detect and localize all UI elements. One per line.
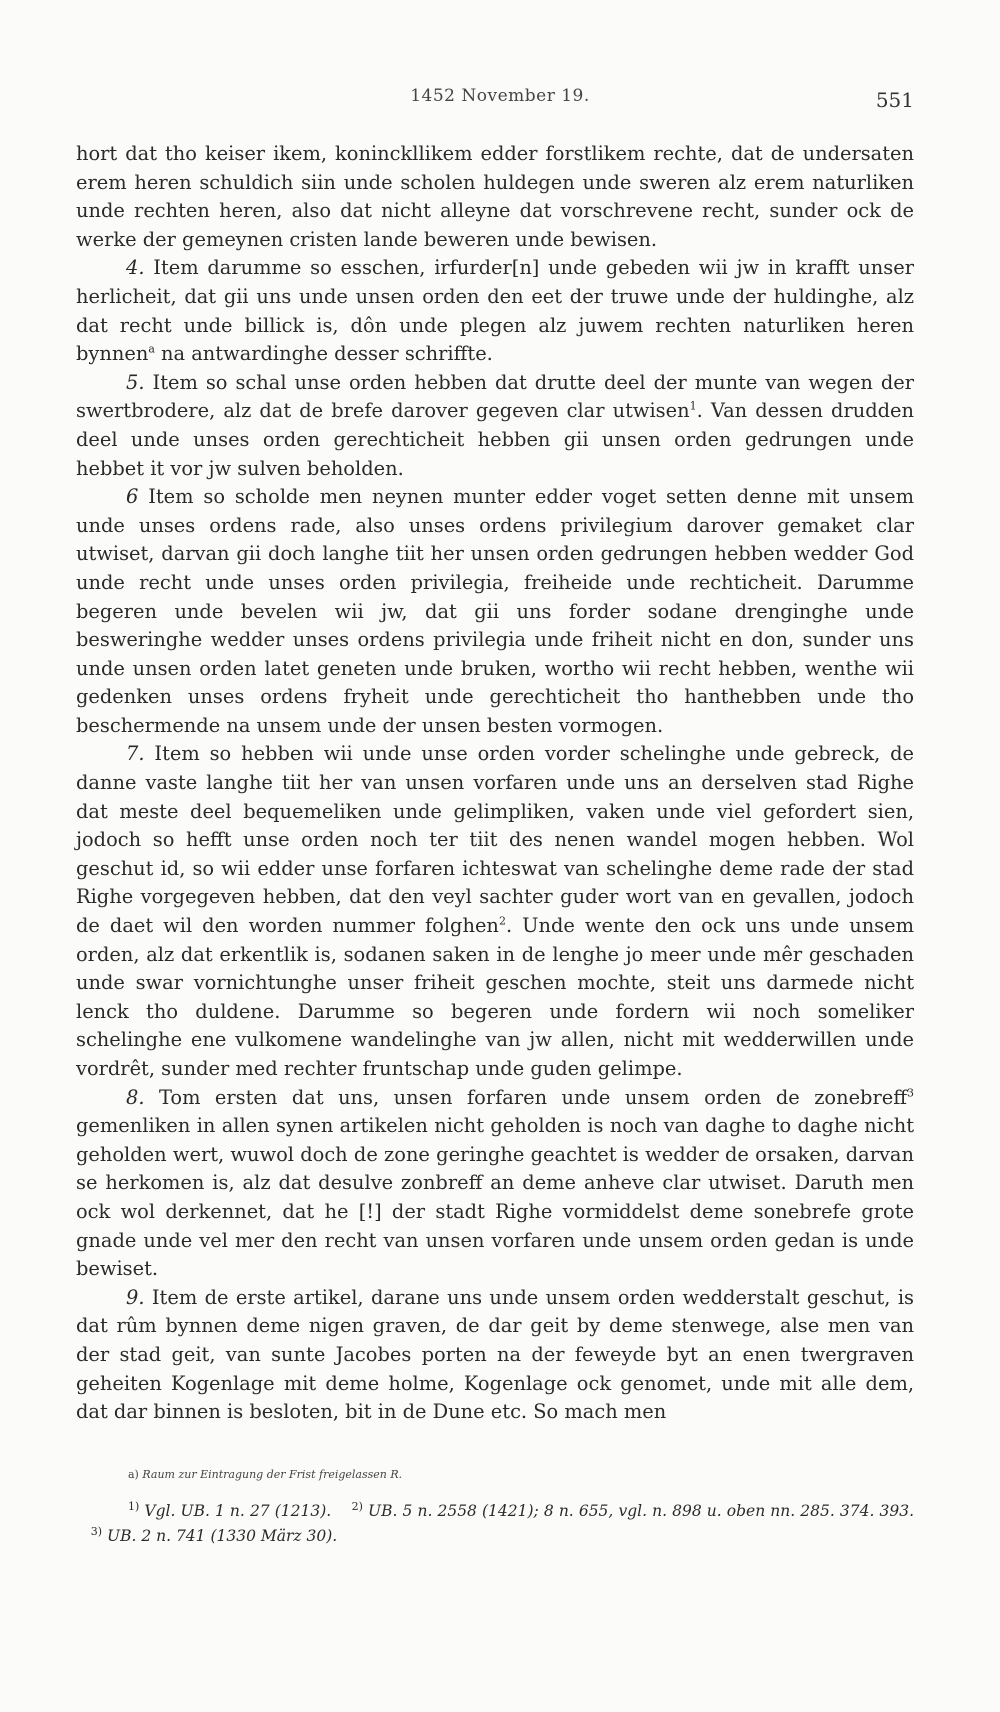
page-header bbox=[0, 86, 1000, 116]
note-text: Raum zur Eintragung der Frist freigelassen R. bbox=[142, 1468, 403, 1481]
paragraph-9 bbox=[76, 1284, 914, 1427]
footnote-text: UB. 5 n. 2558 (1421); 8 n. 655, vgl. n. 898 u. oben nn. 285. 374. 393. bbox=[368, 1502, 915, 1520]
footnote-marker: 2 bbox=[498, 914, 506, 928]
paragraph-text: Item so scholde men neynen munter edder voget setten denne mit unsem unde unses ordens rade, also unses ordens privilegium darover gemaket clar utwiset, darvan gii doch langhe tiit her unsen orden gedrungen hebben wedder God unde recht unde unses orden privilegia, freiheide unde rechticheit. Darumme begeren unde bevelen wii jw, dat gii uns forder sodane drenginghe unde besweringhe wedder unses ordens privilegia unde friheit nicht en don, sunder uns unde unsen orden latet geneten unde bruken, wortho wii recht hebben, wenthe wii gedenken unses ordens fryheit unde gerechticheit tho hanthebben unde tho beschermende na unsem unde der unsen besten vormogen. bbox=[76, 485, 915, 737]
paragraph-text: Tom ersten dat uns, unsen forfaren unde unsem orden de zonebreff bbox=[158, 1085, 907, 1109]
paragraph-number: 8. bbox=[126, 1085, 145, 1109]
paragraph-text-after: gemenliken in allen synen artikelen nicht geholden is noch van daghe to daghe nicht geholden wert, wuwol doch de zone geringhe geachtet is wedder de orsaken, darvan se herkomen is, alz dat desulve zonbreff an deme anheve clar utwiset. Daruth men ock wol derkennet, dat he [!] der stadt Righe vormiddelst deme sonebrefe grote gnade unde vel mer den recht van unsen vorfaren unde unsem orden gedan is unde bewiset. bbox=[76, 1114, 914, 1281]
footnote-marker: 1 bbox=[689, 399, 697, 413]
body-text bbox=[76, 140, 914, 1427]
paragraph-text: hort dat tho keiser ikem, koninckllikem edder forstlikem rechte, dat de undersaten erem heren schuldich siin unde scholen huldegen unde sweren alz erem naturliken unde rechten heren, also dat nicht alleyne dat vorschrevene recht, sunder ock de werke der gemeynen cristen lande beweren unde bewisen. bbox=[76, 142, 914, 251]
paragraph-text: Item darumme so esschen, irfurder[n] unde gebeden wii jw in krafft unser herlicheit, dat gii uns unde unsen orden den eet der truwe unde der huldinghe, alz dat recht unde billick is, dôn unde plegen alz juwem rechten naturliken heren bynnen bbox=[76, 256, 914, 366]
paragraph-number: 7. bbox=[126, 742, 145, 766]
paragraph-text: Item so hebben wii unde unse orden vorder schelinghe unde gebreck, de danne vaste langhe tiit her van unsen vorfaren unde uns an derselven stad Righe dat meste deel bequemeliken unde gelimpliken, vaken unde viel gefordert sien, jodoch so hefft unse orden noch ter tiit des nenen wandel mogen hebben. Wol geschut id, so wii edder unse forfaren ichteswat van schelinghe deme rade der stad Righe vorgegeven hebben, dat den veyl sachter guder wort van en gevallen, jodoch de daet wil den worden nummer folghen bbox=[76, 742, 914, 938]
paragraph-continuation bbox=[76, 140, 914, 254]
paragraph-text-after: . Van dessen drudden deel unde unses orden gerechticheit hebben gii unsen orden gedrungen unde hebbet it vor jw sulven beholden. bbox=[76, 399, 915, 480]
footnote-text: UB. 2 n. 741 (1330 März 30). bbox=[107, 1527, 338, 1545]
note-label: a) bbox=[128, 1468, 139, 1481]
text-critical-note bbox=[128, 1468, 914, 1481]
paragraph-number: 5. bbox=[126, 370, 145, 394]
paragraph-4 bbox=[76, 254, 914, 368]
paragraph-text-after: . Unde wente den ock uns unde unsem orden, alz dat erkentlik is, sodanen saken in de lenghe jo meer unde mêr geschaden unde swar vornichtunghe unser friheit geschen mochte, steit uns darmede nicht lenck tho duldene. Darumme so begeren unde fordern wii noch someliker schelinghe ene vulkomene wandelinghe van jw allen, nicht mit wedderwillen unde vordrêt, sunder med rechter fruntschap unde guden gelimpe. bbox=[76, 914, 914, 1080]
paragraph-text: Item so schal unse orden hebben dat drutte deel der munte van wegen der swertbrodere, alz dat de brefe darover gegeven clar utwisen bbox=[76, 370, 914, 423]
footnote-text: Vgl. UB. 1 n. 27 (1213). bbox=[144, 1502, 332, 1520]
page-number: 551 bbox=[875, 88, 914, 112]
footnote-marker: 3 bbox=[907, 1086, 914, 1100]
notes-section bbox=[76, 1468, 914, 1549]
paragraph-number: 4. bbox=[126, 256, 145, 280]
paragraph-7 bbox=[76, 740, 914, 1083]
footnotes bbox=[76, 1499, 914, 1549]
running-title: 1452 November 19. bbox=[410, 86, 590, 106]
paragraph-number: 9. bbox=[126, 1285, 145, 1309]
paragraph-6 bbox=[76, 483, 914, 740]
note-marker: a bbox=[148, 342, 155, 356]
paragraph-8 bbox=[76, 1084, 914, 1284]
footnote-number: 2) bbox=[351, 1499, 363, 1513]
footnote-number: 1) bbox=[128, 1499, 140, 1513]
paragraph-number: 6 bbox=[126, 485, 139, 509]
paragraph-text: Item de erste artikel, darane uns unde unsem orden wedderstalt geschut, is dat rûm bynnen deme nigen graven, de dar geit by deme stenwege, alse men van der stad geit, van sunte Jacobes porten na der feweyde byt an enen twergraven geheiten Kogenlage mit deme holme, Kogenlage ock genomet, unde mit alle dem, dat dar binnen is besloten, bit in de Dune etc. So mach men bbox=[76, 1285, 914, 1424]
footnote-number: 3) bbox=[90, 1524, 103, 1538]
paragraph-text-after: na antwardinghe desser schriffte. bbox=[154, 342, 493, 366]
paragraph-5 bbox=[76, 369, 914, 483]
